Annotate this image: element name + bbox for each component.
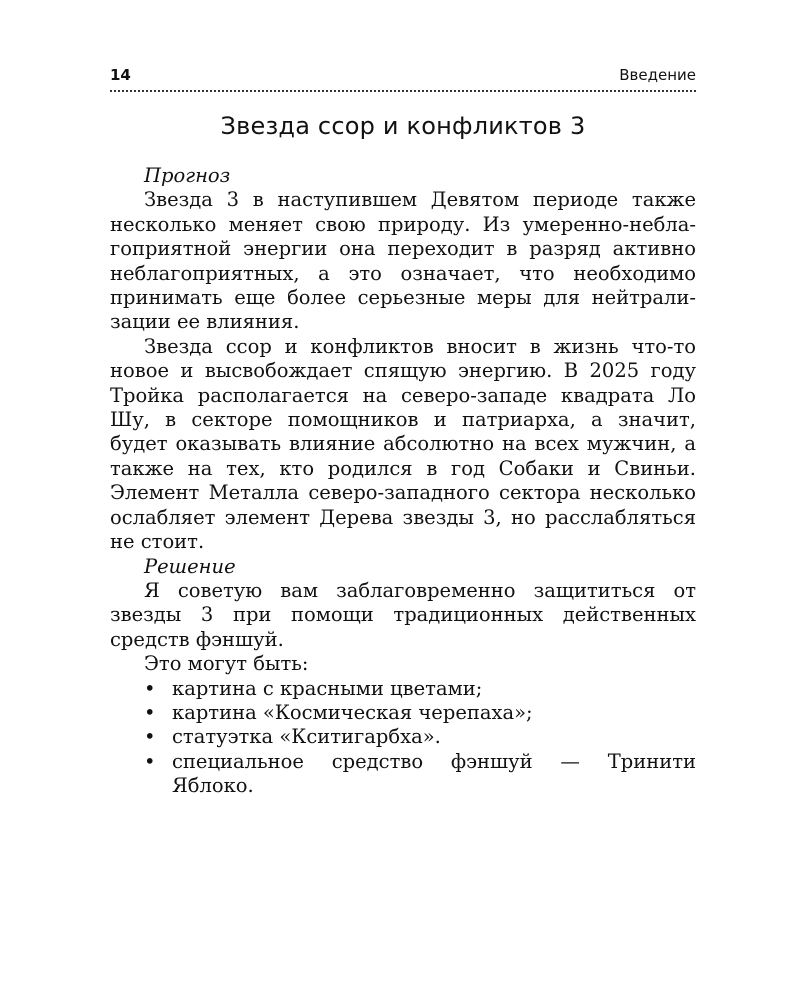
remedy-list [110, 677, 696, 799]
page-number: 14 [110, 66, 131, 84]
bullet-icon: • [144, 749, 156, 773]
solution-heading: Решение [144, 554, 236, 578]
list-item-text: картина с красными цветами; [172, 676, 483, 700]
list-item [110, 725, 696, 749]
list-item [110, 677, 696, 701]
bullet-icon: • [144, 700, 156, 724]
list-item [110, 701, 696, 725]
running-header [110, 64, 696, 90]
header-dotted-divider [110, 90, 696, 92]
forecast-heading: Прогноз [144, 164, 231, 187]
bullet-icon: • [144, 676, 156, 700]
body-text [110, 164, 696, 799]
list-item [110, 750, 696, 799]
chapter-title: Звезда ссор и конфликтов 3 [220, 112, 586, 140]
list-item-text: статуэтка «Кситигарбха». [172, 725, 441, 749]
section-name: Введение [619, 66, 696, 84]
solution-paragraph-2: Это могут быть: [144, 652, 309, 676]
forecast-paragraph-1: Звезда 3 в наступившем Девятом периоде также несколько меняет свою природу. Из умеренно-неблагоприятной энергии она переходит в разряд активно неблагоприятных, а это означает, что необходимо принимать еще более серьезные меры для нейтрализации ее влияния. [110, 188, 696, 334]
solution-paragraph-1: Я советую вам заблаговременно защититься от звезды 3 при помощи традиционных действенных средств фэншуй. [110, 578, 696, 651]
bullet-icon: • [144, 725, 156, 749]
list-item-text: специальное средство фэншуй — Тринити Яблоко. [172, 749, 696, 798]
forecast-paragraph-2: Звезда ссор и конфликтов вносит в жизнь что-то новое и высвобождает спящую энергию. В 2025 году Тройка располагается на северо-западе квадрата Ло Шу, в секторе помощников и патриарха, а значит, будет оказывать влияние абсолютно на всех мужчин, а также на тех, кто родился в год Собаки и Свиньи. Элемент Металла северо-западного сектора несколько ослабляет элемент Дерева звезды 3, но расслабляться не стоит. [110, 334, 696, 554]
list-item-text: картина «Космическая черепаха»; [172, 700, 533, 724]
